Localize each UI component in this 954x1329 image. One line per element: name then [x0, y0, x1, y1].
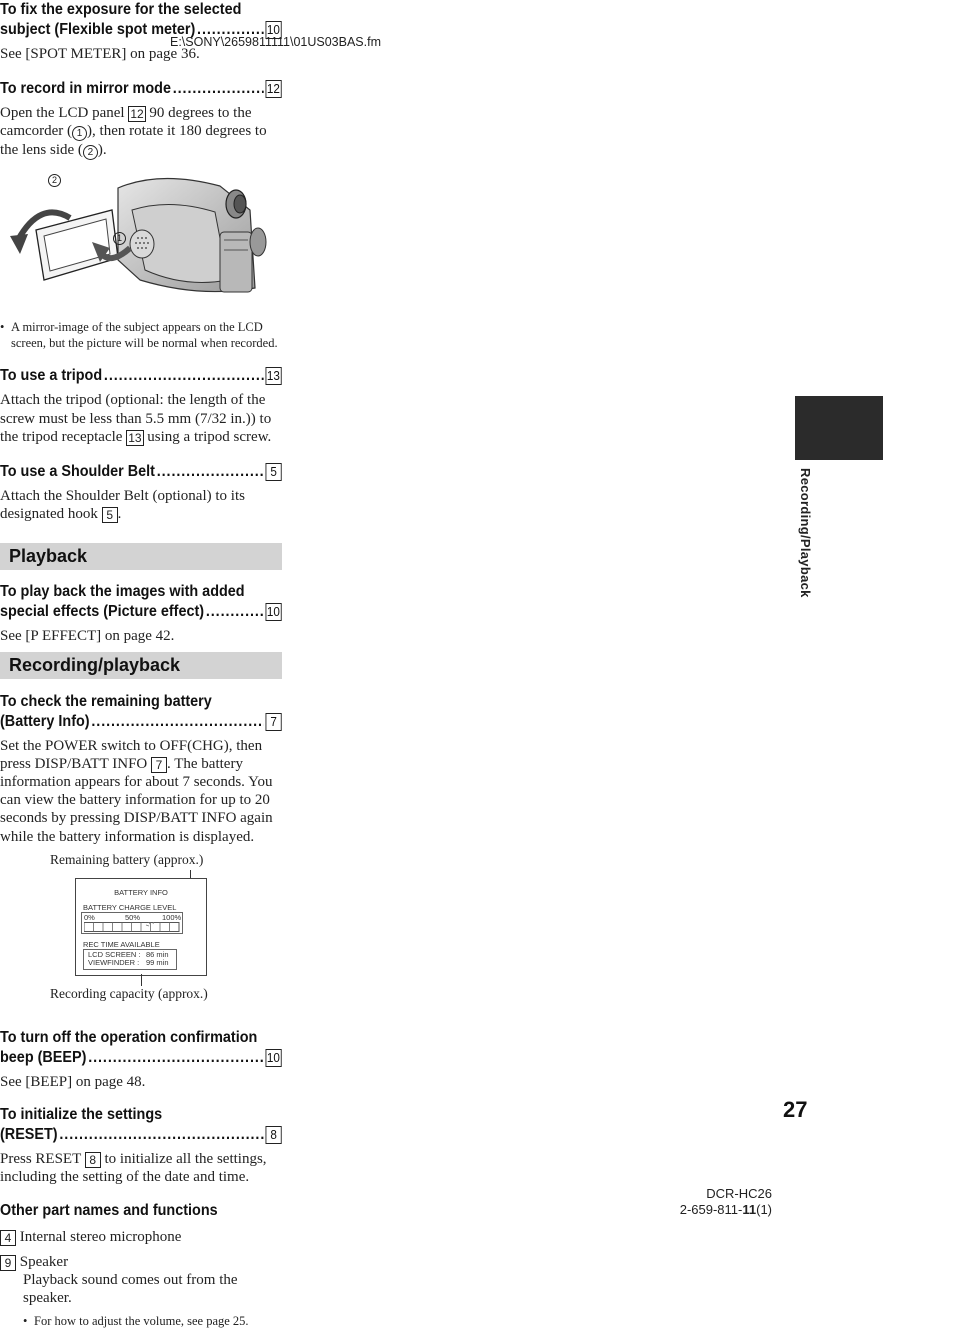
- viewfinder-label: VIEWFINDER :: [88, 957, 140, 967]
- code-suffix: (1): [756, 1202, 772, 1217]
- part-ref-box: 10: [266, 22, 280, 37]
- section-bar-playback: Playback: [0, 543, 282, 570]
- code-prefix: 2-659-811-: [679, 1202, 743, 1217]
- heading-line: To use a Shoulder Belt: [0, 463, 155, 481]
- text-run: . The battery information appears for about 7 seconds. You can view the battery information for up to 20 seconds by pressing DISP/BATT INFO again while the battery information is displayed.: [0, 755, 273, 845]
- heading-line: To fix the exposure for the selected: [0, 1, 242, 18]
- part-ref-box: 10: [266, 604, 280, 620]
- document-code: [560, 1202, 772, 1217]
- battery-info-text: [0, 737, 282, 846]
- heading-shoulder-belt: [0, 462, 282, 482]
- right-column: [0, 652, 282, 1329]
- part-ref-box: 7: [266, 713, 282, 731]
- part-ref-box: 13: [266, 368, 280, 384]
- rec-time-label: REC TIME AVAILABLE: [83, 939, 160, 949]
- part-ref-box: 12: [130, 107, 144, 122]
- reset-text: [0, 1150, 282, 1186]
- heading-line: To check the remaining battery: [0, 692, 212, 710]
- section-tab-label: Recording/Playback: [798, 468, 813, 598]
- page-number: 27: [783, 1097, 808, 1122]
- text-run: 90 degrees to the camcorder (: [0, 105, 252, 140]
- screen-title: BATTERY INFO: [114, 887, 168, 897]
- leader-dots: [157, 462, 264, 482]
- camcorder-illustration: [0, 170, 282, 308]
- heading-reset: [0, 1105, 282, 1145]
- part-ref-box: 13: [128, 430, 142, 445]
- picture-effect-text: See [P EFFECT] on page 42.: [0, 628, 175, 645]
- part-ref-box: 12: [266, 81, 280, 97]
- part-ref-box: 5: [102, 507, 118, 523]
- leader-dots: [59, 1125, 263, 1145]
- lcd-screen-value: 86 min: [146, 949, 169, 959]
- beep-text: See [BEEP] on page 48.: [0, 1073, 146, 1090]
- text-run: Open the LCD panel: [0, 105, 129, 122]
- heading-tripod: [0, 366, 282, 386]
- part-ref-box: 4: [0, 1230, 16, 1246]
- section-tab-marker: [795, 396, 883, 460]
- part-ref-box: 7: [151, 757, 167, 773]
- heading-line: subject (Flexible spot meter): [0, 21, 196, 38]
- heading-line: special effects (Picture effect): [0, 603, 205, 621]
- callout-line-bottom: [141, 974, 142, 986]
- circled-number: 2: [83, 145, 98, 160]
- mirror-note: • A mirror-image of the subject appears on the LCD screen, but the picture will be normal when recorded.: [0, 319, 282, 351]
- heading-flexible-spot: [0, 0, 282, 40]
- heading-line: (RESET): [0, 1126, 58, 1144]
- pct-100: 100%: [162, 912, 182, 922]
- pct-50: 50%: [125, 912, 141, 922]
- callout-1: 1: [113, 232, 126, 245]
- shoulder-belt-text: [0, 487, 282, 523]
- heading-other-parts: [0, 1201, 282, 1221]
- leader-dots: [104, 366, 263, 386]
- heading-line: Other part names and functions: [0, 1202, 218, 1220]
- heading-line: To turn off the operation confirmation: [0, 1028, 258, 1046]
- leader-dots: [91, 712, 263, 732]
- section-bar-recording-playback: Recording/playback: [0, 652, 282, 679]
- code-bold: 11: [742, 1202, 757, 1217]
- text-run: .: [117, 506, 122, 523]
- part-ref-box: 8: [266, 1126, 282, 1144]
- lcd-screen-label: LCD SCREEN :: [88, 949, 141, 959]
- tripod-text: [0, 391, 282, 446]
- callout-2: 2: [48, 174, 61, 187]
- caption-remaining-battery: Remaining battery (approx.): [50, 851, 204, 867]
- left-column: [0, 0, 282, 646]
- parts-item-microphone: [0, 1228, 282, 1246]
- charge-level-label: BATTERY CHARGE LEVEL: [83, 902, 177, 912]
- leader-dots: [206, 602, 263, 622]
- viewfinder-value: 99 min: [146, 957, 169, 967]
- part-name: Speaker: [19, 1253, 69, 1270]
- text-run: ), then rotate it 180 degrees to the lens side (: [0, 123, 267, 159]
- heading-line: To use a tripod: [0, 367, 103, 385]
- heading-line: To initialize the settings: [0, 1106, 163, 1124]
- text-run: using a tripod screw.: [143, 428, 272, 445]
- text-run: Press RESET: [0, 1151, 85, 1168]
- battery-info-figure: [0, 852, 282, 1014]
- text-run: Attach the tripod (optional: the length of the screw must be less than 5.5 mm (7/32 in.)) to the tripod receptacle: [0, 392, 272, 445]
- parts-item-speaker: [0, 1253, 282, 1271]
- part-ref-box: 9: [0, 1255, 16, 1271]
- heading-line: To record in mirror mode: [0, 80, 171, 98]
- heading-line: (Battery Info): [0, 712, 90, 730]
- heading-mirror-mode: [0, 79, 282, 99]
- charge-level-bar: [84, 922, 180, 932]
- text-run: Attach the Shoulder Belt (optional) to its designated hook: [0, 488, 245, 523]
- leader-dots: [173, 79, 264, 99]
- speaker-description: Playback sound comes out from the speaker.: [23, 1271, 238, 1307]
- model-number: DCR-HC26: [706, 1186, 772, 1201]
- heading-battery-info: [0, 692, 282, 732]
- circled-number: 1: [72, 126, 87, 141]
- heading-line: beep (BEEP): [0, 1048, 87, 1066]
- text-run: ).: [97, 142, 107, 159]
- text-run: Set the POWER switch to OFF(CHG), then press DISP/BATT INFO: [0, 737, 263, 772]
- file-path: E:\SONY\2659811111\01US03BAS.fm: [170, 35, 382, 49]
- heading-beep: [0, 1028, 282, 1068]
- battery-info-screen: [75, 878, 207, 976]
- part-ref-box: 5: [266, 463, 282, 481]
- pct-0: 0%: [84, 912, 95, 922]
- charge-level-frame: [81, 912, 183, 934]
- flexible-spot-text: See [SPOT METER] on page 36.: [0, 46, 200, 62]
- heading-picture-effect: [0, 582, 282, 622]
- leader-dots: [197, 20, 263, 40]
- rec-time-frame: [83, 949, 177, 970]
- part-ref-box: 8: [85, 1152, 101, 1168]
- leader-dots: [88, 1048, 263, 1068]
- mirror-mode-text: [0, 104, 282, 160]
- volume-note: • For how to adjust the volume, see page 25.: [23, 1313, 282, 1329]
- caption-recording-capacity: Recording capacity (approx.): [50, 985, 208, 1001]
- heading-line: To play back the images with added: [0, 583, 245, 601]
- part-name: Internal stereo microphone: [19, 1229, 182, 1246]
- text-run: to initialize all the settings, including the setting of the date and time.: [0, 1151, 267, 1186]
- camcorder-drawing: [0, 170, 282, 308]
- part-ref-box: 10: [266, 1049, 280, 1065]
